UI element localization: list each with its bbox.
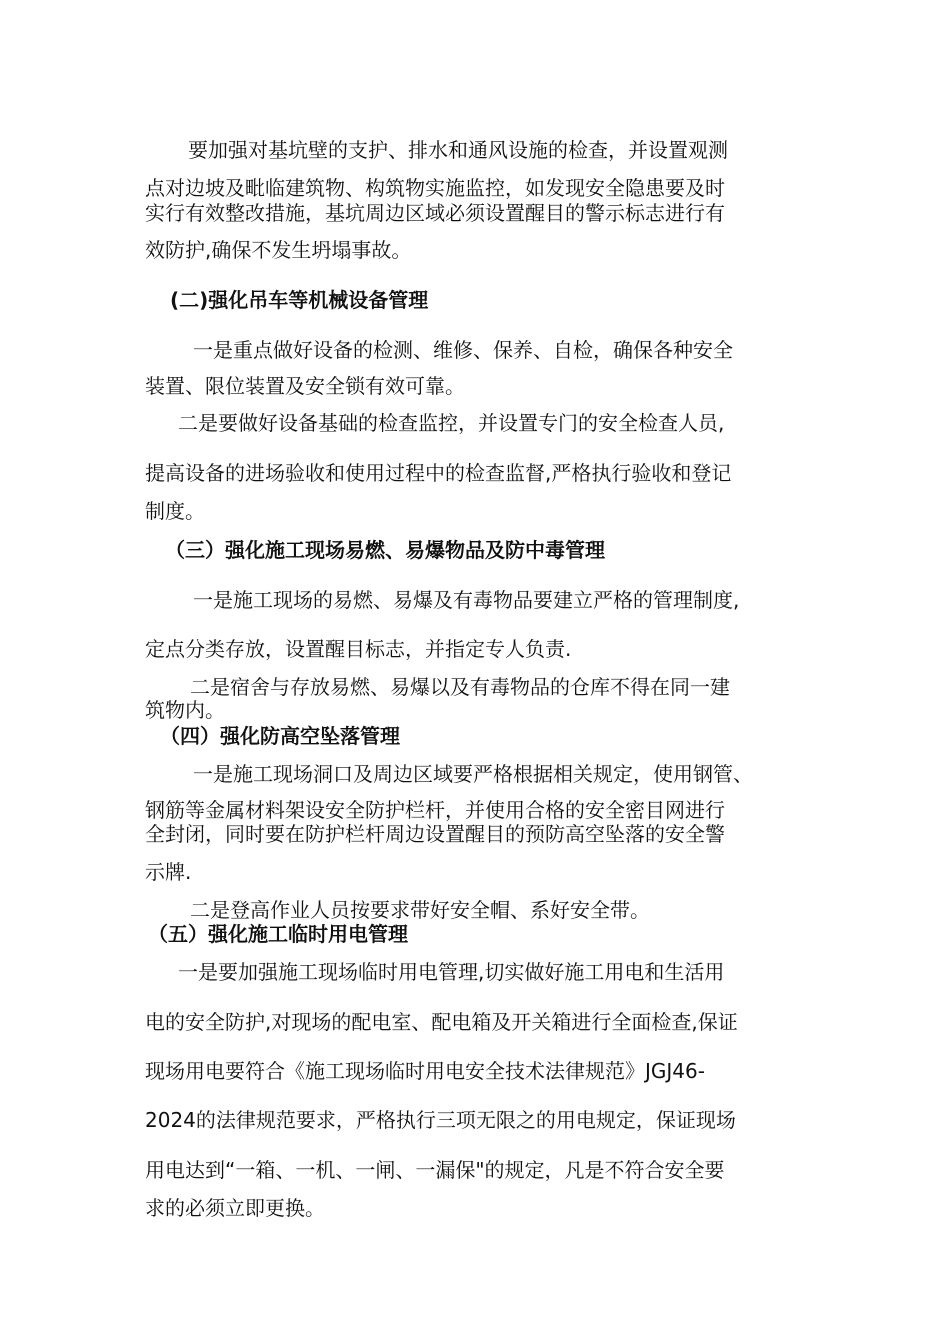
section-heading: （五）强化施工临时用电管理 (148, 922, 408, 946)
paragraph-line: 提高设备的进场验收和使用过程中的检查监督,严格执行验收和登记 (145, 461, 732, 485)
paragraph-line: 二是登高作业人员按要求带好安全帽、系好安全带。 (190, 898, 650, 922)
section-heading: （四）强化防高空坠落管理 (160, 724, 400, 748)
paragraph-line: 定点分类存放，设置醒目标志，并指定专人负责. (145, 637, 572, 661)
paragraph-line: 筑物内。 (145, 698, 225, 722)
paragraph-line: 二是宿舍与存放易燃、易爆以及有毒物品的仓库不得在同一建 (190, 675, 730, 699)
paragraph-line: 效防护,确保不发生坍塌事故。 (145, 238, 412, 262)
paragraph-line: 二是要做好设备基础的检查监控，并设置专门的安全检查人员, (178, 411, 725, 435)
paragraph-line: 一是重点做好设备的检测、维修、保养、自检，确保各种安全 (193, 338, 733, 362)
paragraph-line: 2024的法律规范要求，严格执行三项无限之的用电规定，保证现场 (145, 1108, 736, 1132)
paragraph-line: 全封闭，同时要在防护栏杆周边设置醒目的预防高空坠落的安全警 (145, 822, 725, 846)
paragraph-line: 一是施工现场洞口及周边区域要严格根据相关规定，使用钢管、 (193, 762, 753, 786)
paragraph-line: 钢筋等金属材料架设安全防护栏杆，并使用合格的安全密目网进行 (145, 798, 725, 822)
paragraph-line: 一是施工现场的易燃、易爆及有毒物品要建立严格的管理制度, (193, 588, 740, 612)
paragraph-line: 点对边坡及毗临建筑物、构筑物实施监控，如发现安全隐患要及时 (145, 176, 725, 200)
section-heading: (二)强化吊车等机械设备管理 (170, 288, 429, 312)
paragraph-line: 要加强对基坑壁的支护、排水和通风设施的检查，并设置观测 (188, 138, 728, 162)
section-heading: （三）强化施工现场易燃、易爆物品及防中毒管理 (165, 538, 605, 562)
paragraph-line: 示牌. (145, 860, 192, 884)
paragraph-line: 现场用电要符合《施工现场临时用电安全技术法律规范》JGJ46- (145, 1059, 705, 1083)
paragraph-line: 电的安全防护,对现场的配电室、配电箱及开关箱进行全面检查,保证 (145, 1010, 738, 1034)
paragraph-line: 一是要加强施工现场临时用电管理,切实做好施工用电和生活用 (178, 960, 725, 984)
paragraph-line: 求的必须立即更换。 (145, 1196, 325, 1220)
paragraph-line: 制度。 (145, 499, 205, 523)
paragraph-line: 装置、限位装置及安全锁有效可靠。 (145, 374, 465, 398)
paragraph-line: 用电达到“一箱、一机、一闸、一漏保"的规定，凡是不符合安全要 (145, 1158, 725, 1182)
paragraph-line: 实行有效整改措施，基坑周边区域必须设置醒目的警示标志进行有 (145, 201, 725, 225)
